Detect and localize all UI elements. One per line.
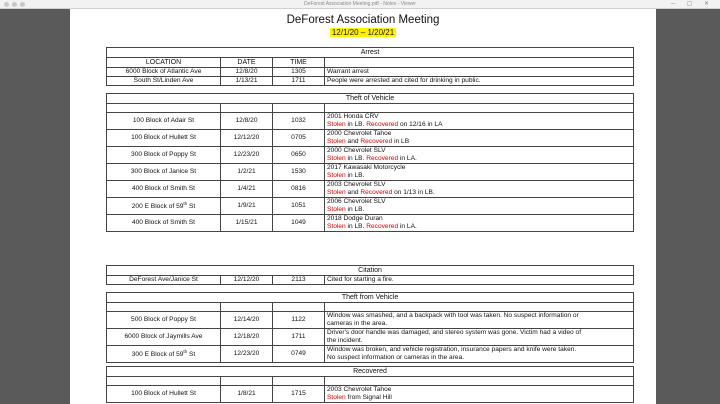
- description-cell: Warrant arrest: [325, 68, 634, 77]
- description-cell: [325, 130, 634, 147]
- status-detail: in LB.: [345, 223, 367, 230]
- vehicle-text: 2003 Chevrolet Tahoe: [327, 386, 392, 393]
- window-titlebar: [0, 0, 720, 9]
- description-cell: [325, 386, 634, 403]
- citation-table: [106, 265, 634, 285]
- status-detail: in LA.: [398, 155, 417, 162]
- citation-section-title: Citation: [107, 266, 634, 276]
- status-text: [327, 172, 631, 180]
- description-cell: [325, 181, 634, 198]
- table-row: [107, 77, 634, 86]
- status-text: [327, 121, 631, 129]
- location-cell: 400 Block of Smith St: [107, 181, 221, 198]
- recovered-table: [106, 366, 634, 403]
- location-cell: 6000 Block of Jaymills Ave: [107, 329, 221, 346]
- date-cell: 12/8/20: [221, 68, 273, 77]
- status-text: [327, 189, 631, 197]
- location-cell: 300 Block of Janice St: [107, 164, 221, 181]
- document-page: [70, 9, 656, 404]
- vehicle-text: 2000 Chevrolet SLV: [327, 147, 386, 154]
- date-cell: 12/23/20: [221, 147, 273, 164]
- theft-from-vehicle-table: [106, 292, 634, 363]
- status-detail: in LB.: [345, 121, 367, 128]
- date-cell: 1/8/21: [221, 386, 273, 403]
- status-keyword: Stolen: [327, 206, 346, 213]
- status-detail: in LB.: [345, 172, 365, 179]
- status-keyword: Stolen: [327, 394, 346, 401]
- recovered-section-title: Recovered: [107, 367, 634, 377]
- status-keyword: Stolen: [327, 138, 346, 145]
- table-row: [107, 130, 634, 147]
- location-cell: 300 E Block of 59th St: [107, 346, 221, 363]
- description-line: the incident.: [327, 337, 363, 344]
- status-keyword: Stolen: [327, 121, 346, 128]
- status-detail: on 12/16 in LA: [398, 121, 443, 128]
- time-cell: 0650: [273, 147, 325, 164]
- status-detail: in LA.: [398, 223, 417, 230]
- table-row: [107, 68, 634, 77]
- status-keyword: Recovered: [366, 223, 399, 230]
- description-header: [325, 58, 634, 68]
- table-row: [107, 329, 634, 346]
- table-row: [107, 147, 634, 164]
- location-cell: DeForest Ave/Janice St: [107, 276, 221, 285]
- window-title: DeForest Association Meeting.pdf - Notes - Viewer: [304, 1, 416, 7]
- description-cell: [325, 198, 634, 215]
- date-range: [70, 28, 656, 37]
- time-cell: 1032: [273, 113, 325, 130]
- time-cell: 1711: [273, 77, 325, 86]
- date-cell: 1/2/21: [221, 164, 273, 181]
- document-title: DeForest Association Meeting: [286, 14, 440, 26]
- table-row: [107, 164, 634, 181]
- date-cell: 1/9/21: [221, 198, 273, 215]
- vehicle-text: 2017 Kawasaki Motorcycle: [327, 164, 406, 171]
- status-text: [327, 155, 631, 163]
- vehicle-text: 2018 Dodge Duran: [327, 215, 383, 222]
- time-cell: 2113: [273, 276, 325, 285]
- date-range-highlight: 12/1/20 – 1/20/21: [331, 28, 395, 37]
- time-header: TIME: [273, 58, 325, 68]
- status-detail: in LB.: [345, 155, 367, 162]
- time-cell: 0749: [273, 346, 325, 363]
- date-cell: 1/13/21: [221, 77, 273, 86]
- location-cell: 100 Block of Hullett St: [107, 130, 221, 147]
- location-cell: 100 Block of Hullett St: [107, 386, 221, 403]
- status-keyword: Recovered: [366, 155, 399, 162]
- location-cell: 200 E Block of 59th St: [107, 198, 221, 215]
- vehicle-text: 2003 Chevrolet SLV: [327, 181, 386, 188]
- description-cell: [325, 215, 634, 232]
- date-cell: 12/12/20: [221, 276, 273, 285]
- status-text: [327, 223, 631, 231]
- table-row: [107, 312, 634, 329]
- description-cell: Cited for starting a fire.: [325, 276, 634, 285]
- time-cell: 1049: [273, 215, 325, 232]
- date-cell: 1/4/21: [221, 181, 273, 198]
- status-keyword: Stolen: [327, 172, 346, 179]
- description-cell: [325, 147, 634, 164]
- description-cell: [325, 329, 634, 346]
- table-row: [107, 113, 634, 130]
- window-menu-icon[interactable]: ─ ▢ ✕: [670, 1, 714, 7]
- time-cell: 0705: [273, 130, 325, 147]
- status-keyword: Stolen: [327, 223, 346, 230]
- arrest-section-title: Arrest: [107, 48, 634, 58]
- date-cell: 12/23/20: [221, 346, 273, 363]
- vehicle-text: 2001 Honda CRV: [327, 113, 379, 120]
- status-keyword: Recovered: [360, 138, 393, 145]
- viewer-left-gutter: [0, 9, 70, 404]
- date-cell: 12/8/20: [221, 113, 273, 130]
- table-row: [107, 386, 634, 403]
- date-header: DATE: [221, 58, 273, 68]
- location-cell: 6000 Block of Atlantic Ave: [107, 68, 221, 77]
- theft-from-vehicle-section-title: Theft from Vehicle: [107, 293, 634, 303]
- location-cell: South St/Linden Ave: [107, 77, 221, 86]
- status-keyword: Stolen: [327, 189, 346, 196]
- status-keyword: Recovered: [360, 189, 393, 196]
- theft-of-vehicle-section-title: Theft of Vehicle: [107, 94, 634, 104]
- description-cell: [325, 346, 634, 363]
- ordinal-suffix: th: [183, 201, 188, 207]
- viewer-right-gutter: [656, 9, 720, 404]
- date-cell: 1/15/21: [221, 215, 273, 232]
- status-detail: and: [345, 138, 361, 145]
- status-detail: in LB.: [345, 206, 365, 213]
- table-row: [107, 198, 634, 215]
- description-cell: [325, 312, 634, 329]
- location-cell: 300 Block of Poppy St: [107, 147, 221, 164]
- status-detail: and: [345, 189, 361, 196]
- status-detail: on 1/13 in LB.: [392, 189, 435, 196]
- date-cell: 12/14/20: [221, 312, 273, 329]
- table-row: [107, 215, 634, 232]
- description-cell: [325, 164, 634, 181]
- description-line: cameras in the area.: [327, 320, 388, 327]
- time-cell: 0816: [273, 181, 325, 198]
- time-cell: 1051: [273, 198, 325, 215]
- table-row: [107, 276, 634, 285]
- status-text: [327, 138, 631, 146]
- time-cell: 1530: [273, 164, 325, 181]
- status-detail: from Signal Hill: [345, 394, 392, 401]
- status-text: [327, 206, 631, 214]
- arrest-table: [106, 47, 634, 86]
- description-cell: People were arrested and cited for drinking in public.: [325, 77, 634, 86]
- status-keyword: Recovered: [366, 121, 399, 128]
- time-cell: 1122: [273, 312, 325, 329]
- vehicle-text: 2006 Chevrolet SLV: [327, 198, 386, 205]
- description-line: Window was smashed, and a backpack with tool was taken. No suspect information or: [327, 312, 579, 319]
- status-detail: in LB: [392, 138, 410, 145]
- description-line: No suspect information or cameras in the area.: [327, 354, 465, 361]
- table-row: [107, 181, 634, 198]
- location-cell: 500 Block of Poppy St: [107, 312, 221, 329]
- description-line: Window was broken, and vehicle registration, insurance papers and knife were taken.: [327, 346, 577, 353]
- location-header: LOCATION: [107, 58, 221, 68]
- date-cell: 12/12/20: [221, 130, 273, 147]
- date-cell: 12/18/20: [221, 329, 273, 346]
- theft-of-vehicle-table: [106, 93, 634, 232]
- time-cell: 1305: [273, 68, 325, 77]
- location-cell: 100 Block of Adair St: [107, 113, 221, 130]
- time-cell: 1711: [273, 329, 325, 346]
- description-cell: [325, 113, 634, 130]
- status-text: [327, 394, 631, 402]
- location-cell: 400 Block of Smith St: [107, 215, 221, 232]
- ordinal-suffix: th: [183, 349, 188, 355]
- description-line: Driver's door handle was damaged, and stereo system was gone. Victim had a video of: [327, 329, 582, 336]
- status-keyword: Stolen: [327, 155, 346, 162]
- time-cell: 1715: [273, 386, 325, 403]
- vehicle-text: 2000 Chevrolet Tahoe: [327, 130, 392, 137]
- table-row: [107, 346, 634, 363]
